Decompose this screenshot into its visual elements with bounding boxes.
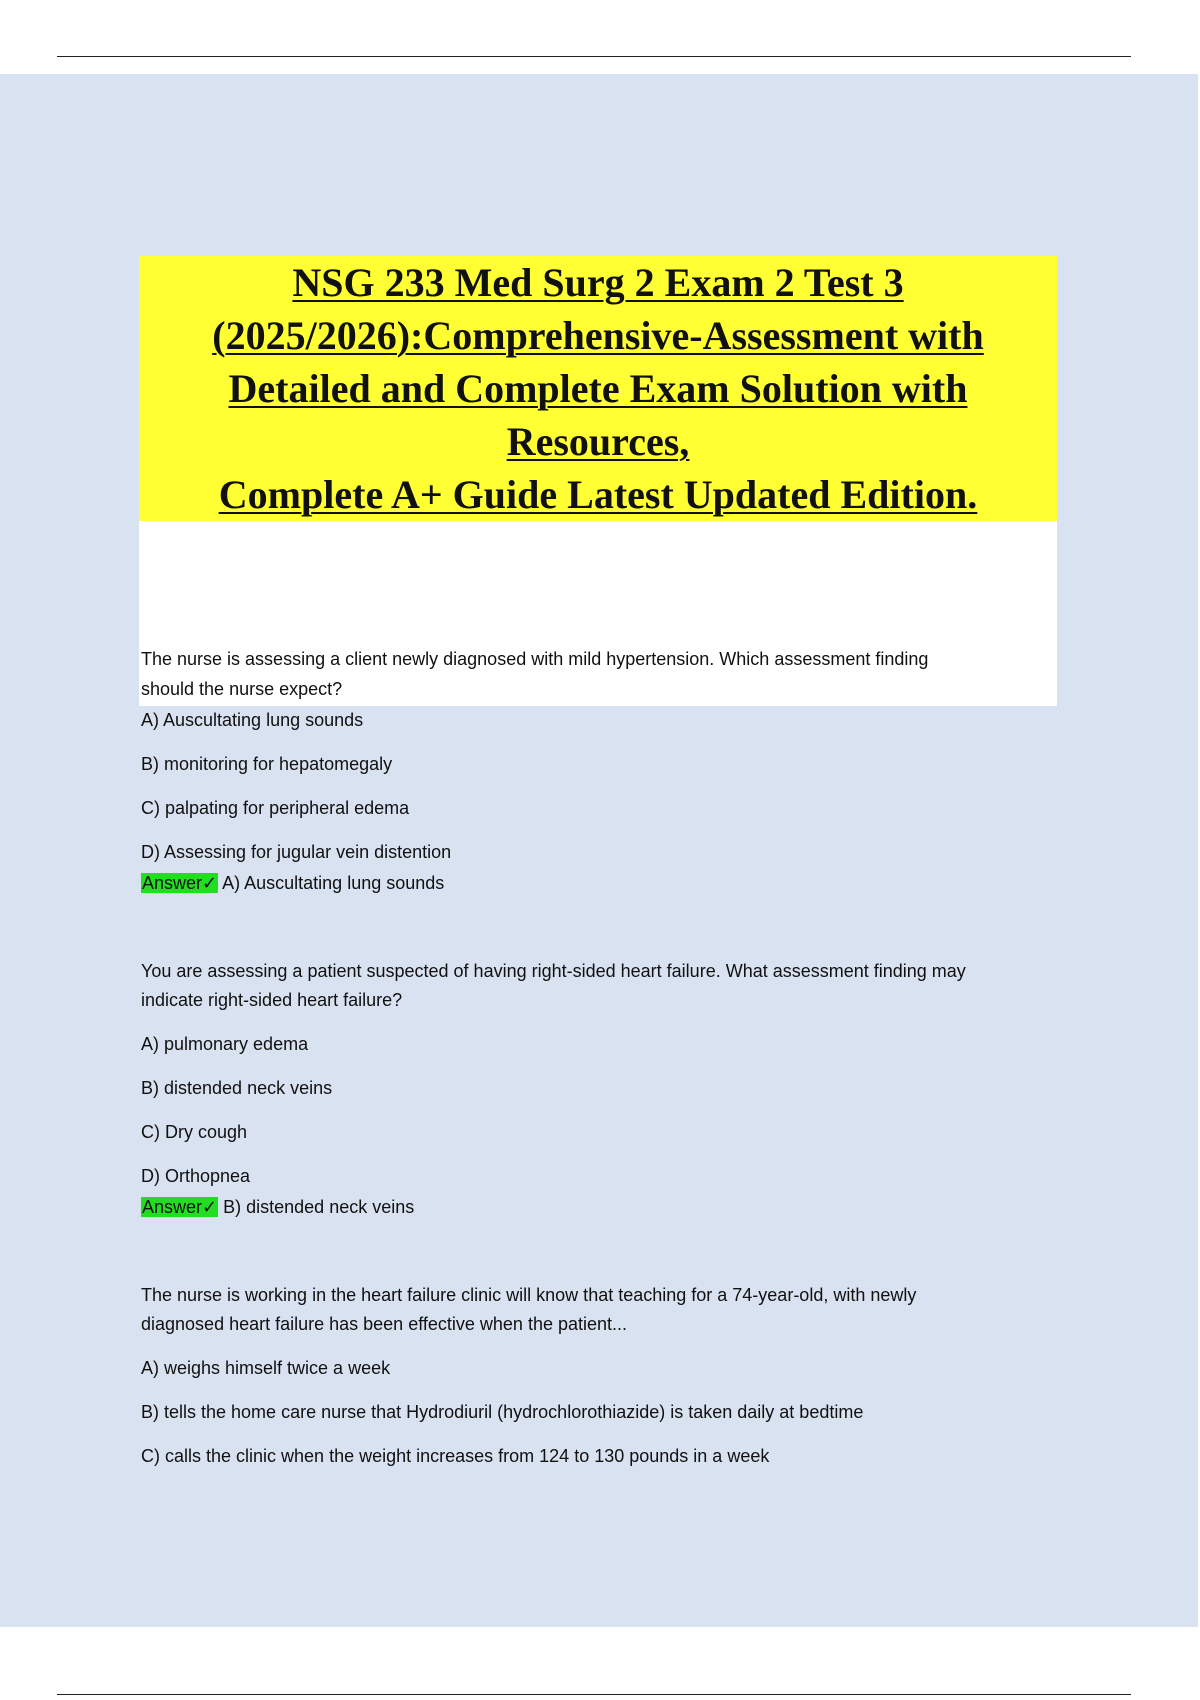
question-2-option-b: B) distended neck veins [141,1078,333,1098]
question-1-answer [141,872,444,894]
question-3-option-c: C) calls the clinic when the weight increases from 124 to 130 pounds in a week [141,1446,770,1466]
question-2-option-d: D) Orthopnea [141,1166,251,1186]
footer-rule [57,1694,1131,1695]
answer-label: Answer✓ [142,1197,218,1217]
header-rule [57,56,1131,57]
question-1-option-a: A) Auscultating lung sounds [141,710,364,730]
question-2-stem-line-2: indicate right-sided heart failure? [141,990,403,1010]
title-line-4: Resources, [506,419,690,464]
question-2-option-c: C) Dry cough [141,1122,248,1142]
question-1-answer-text: A) Auscultating lung sounds [222,873,445,893]
question-1-option-c: C) palpating for peripheral edema [141,798,410,818]
question-1-stem-line-2: should the nurse expect? [141,679,343,699]
question-3-stem-line-1: The nurse is working in the heart failure clinic will know that teaching for a 74-year-old, with newly [141,1285,917,1305]
title-line-5: Complete A+ Guide Latest Updated Edition. [218,472,978,517]
question-1-option-d: D) Assessing for jugular vein distention [141,842,452,862]
question-1-option-b: B) monitoring for hepatomegaly [141,754,393,774]
title-line-3: Detailed and Complete Exam Solution with [228,366,968,411]
question-2-answer-text: B) distended neck veins [223,1197,415,1217]
question-2-stem-line-1: You are assessing a patient suspected of having right-sided heart failure. What assessment finding may [141,961,966,981]
title-line-2: (2025/2026):Comprehensive-Assessment with [212,313,984,358]
question-3-option-a: A) weighs himself twice a week [141,1358,391,1378]
question-2-answer [141,1196,414,1218]
question-1-stem-line-1: The nurse is assessing a client newly diagnosed with mild hypertension. Which assessment finding [141,649,929,669]
question-3-option-b: B) tells the home care nurse that Hydrodiuril (hydrochlorothiazide) is taken daily at bedtime [141,1402,864,1422]
answer-label: Answer✓ [142,873,218,893]
document-title [139,256,1057,521]
question-2-option-a: A) pulmonary edema [141,1034,309,1054]
title-line-1: NSG 233 Med Surg 2 Exam 2 Test 3 [292,260,904,305]
question-3-stem-line-2: diagnosed heart failure has been effective when the patient... [141,1314,628,1334]
